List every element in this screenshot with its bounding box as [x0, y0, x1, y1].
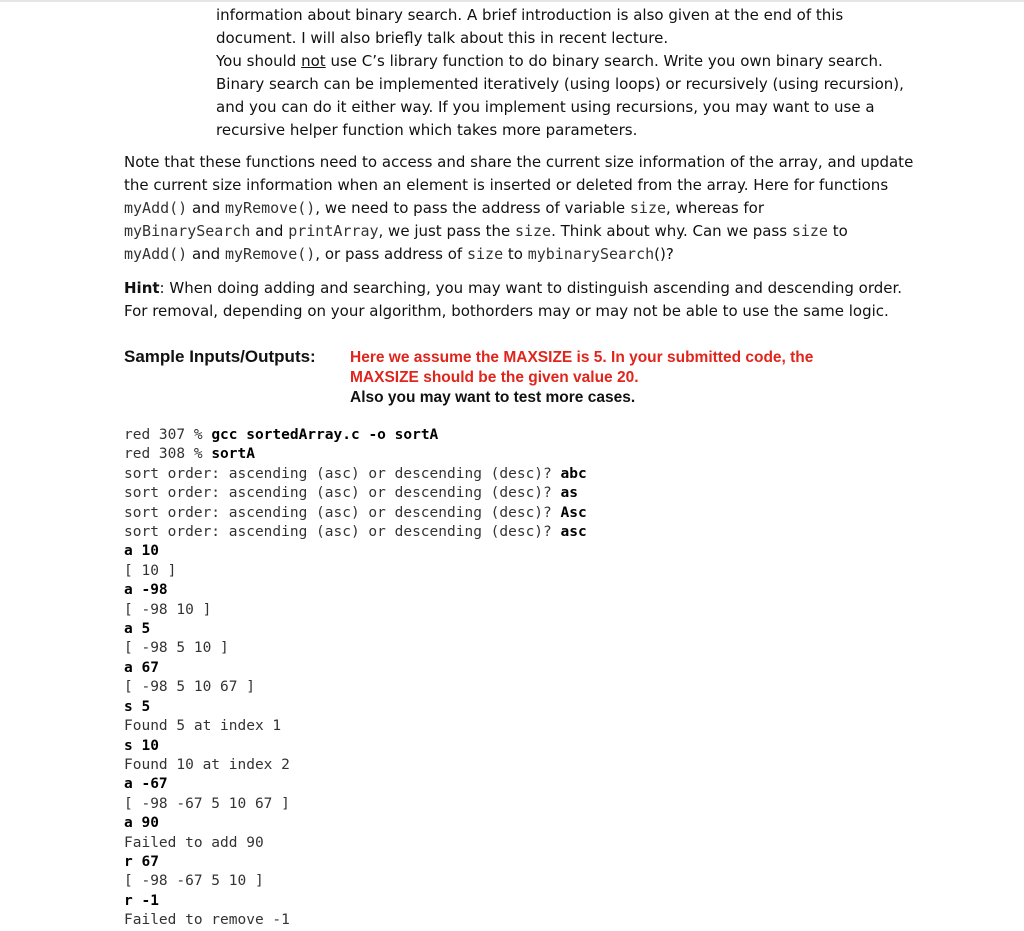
- terminal-output: sort order: ascending (asc) or descending (desc)?: [124, 504, 561, 521]
- terminal-line: [124, 659, 587, 678]
- terminal-input: Asc: [560, 504, 587, 521]
- terminal-line: [124, 445, 587, 464]
- terminal-line: [124, 795, 587, 814]
- intro-line-5: and you can do it either way. If you implement using recursions, you may want to use a: [216, 98, 875, 116]
- terminal-output: Failed to add 90: [124, 834, 264, 851]
- terminal-output: Found 10 at index 2: [124, 756, 290, 773]
- terminal-input: a 67: [124, 659, 159, 676]
- terminal-line: [124, 698, 587, 717]
- intro-line-6: recursive helper function which takes more parameters.: [216, 121, 638, 139]
- terminal-output: [ -98 -67 5 10 67 ]: [124, 795, 290, 812]
- terminal-output: sort order: ascending (asc) or descending (desc)?: [124, 524, 561, 541]
- terminal-output: red 308 %: [124, 446, 212, 463]
- terminal-line: [124, 717, 587, 736]
- terminal-output: Failed to remove -1: [124, 912, 290, 929]
- intro-line-1: information about binary search. A brief introduction is also given at the end of this: [216, 6, 844, 24]
- terminal-line: [124, 620, 587, 639]
- terminal-output: [ -98 5 10 ]: [124, 640, 229, 657]
- terminal-input: sortA: [211, 446, 255, 463]
- terminal-line: [124, 737, 587, 756]
- intro-line-4: Binary search can be implemented iteratively (using loops) or recursively (using recursion),: [216, 75, 904, 93]
- terminal-line: [124, 775, 587, 794]
- terminal-line: [124, 639, 587, 658]
- terminal-line: [124, 872, 587, 891]
- terminal-output: red 307 %: [124, 427, 212, 443]
- terminal-line: [124, 426, 587, 445]
- terminal-transcript: [124, 426, 587, 931]
- terminal-line: [124, 504, 587, 523]
- terminal-output: [ -98 5 10 67 ]: [124, 679, 255, 696]
- terminal-input: a 10: [124, 543, 159, 560]
- terminal-line: [124, 911, 587, 930]
- terminal-input: asc: [560, 524, 587, 541]
- terminal-input: a 5: [124, 621, 151, 638]
- note-line-5: myAdd() and myRemove(), or pass address of size to mybinarySearch()?: [124, 245, 674, 263]
- page-top-border: [0, 0, 1024, 2]
- terminal-input: a -98: [124, 582, 168, 599]
- terminal-input: r -1: [124, 892, 159, 909]
- terminal-output: [ -98 10 ]: [124, 601, 212, 618]
- terminal-line: [124, 542, 587, 561]
- terminal-input: r 67: [124, 853, 159, 870]
- terminal-line: [124, 834, 587, 853]
- terminal-input: abc: [560, 465, 587, 482]
- sample-note-red-2: MAXSIZE should be the given value 20.: [350, 369, 639, 386]
- terminal-output: [ 10 ]: [124, 562, 177, 579]
- terminal-input: as: [560, 485, 578, 502]
- terminal-input: a 90: [124, 815, 159, 832]
- note-line-1: Note that these functions need to access and share the current size information of the array, and update: [124, 153, 914, 171]
- terminal-line: [124, 756, 587, 775]
- terminal-line: [124, 523, 587, 542]
- hint-line-1: Hint: When doing adding and searching, you may want to distinguish ascending and descending order.: [124, 279, 903, 297]
- terminal-line: [124, 581, 587, 600]
- terminal-line: [124, 814, 587, 833]
- sample-note-red-1: Here we assume the MAXSIZE is 5. In your submitted code, the: [350, 349, 814, 366]
- terminal-input: gcc sortedArray.c -o sortA: [211, 427, 439, 443]
- terminal-output: Found 5 at index 1: [124, 718, 282, 735]
- terminal-input: a -67: [124, 776, 168, 793]
- sample-title: Sample Inputs/Outputs:: [124, 347, 316, 366]
- note-line-4: myBinarySearch and printArray, we just pass the size. Think about why. Can we pass size to: [124, 222, 848, 240]
- terminal-line: [124, 484, 587, 503]
- terminal-input: s 10: [124, 737, 159, 754]
- intro-line-2: document. I will also briefly talk about this in recent lecture.: [216, 29, 669, 47]
- terminal-line: [124, 601, 587, 620]
- sample-note: [350, 348, 813, 408]
- note-line-3: myAdd() and myRemove(), we need to pass the address of variable size, whereas for: [124, 199, 765, 217]
- note-line-2: the current size information when an element is inserted or deleted from the array. Here for functions: [124, 176, 889, 194]
- terminal-line: [124, 678, 587, 697]
- terminal-output: [ -98 -67 5 10 ]: [124, 873, 264, 890]
- terminal-line: [124, 892, 587, 911]
- sample-note-black-3: Also you may want to test more cases.: [350, 389, 636, 406]
- terminal-line: [124, 853, 587, 872]
- terminal-line: [124, 465, 587, 484]
- terminal-input: s 5: [124, 698, 151, 715]
- intro-line-3: You should not use C’s library function to do binary search. Write you own binary search.: [216, 52, 883, 70]
- terminal-line: [124, 562, 587, 581]
- terminal-output: sort order: ascending (asc) or descending (desc)?: [124, 485, 561, 502]
- hint-line-2: For removal, depending on your algorithm, bothorders may or may not be able to use the same logic.: [124, 302, 889, 320]
- terminal-output: sort order: ascending (asc) or descending (desc)?: [124, 465, 561, 482]
